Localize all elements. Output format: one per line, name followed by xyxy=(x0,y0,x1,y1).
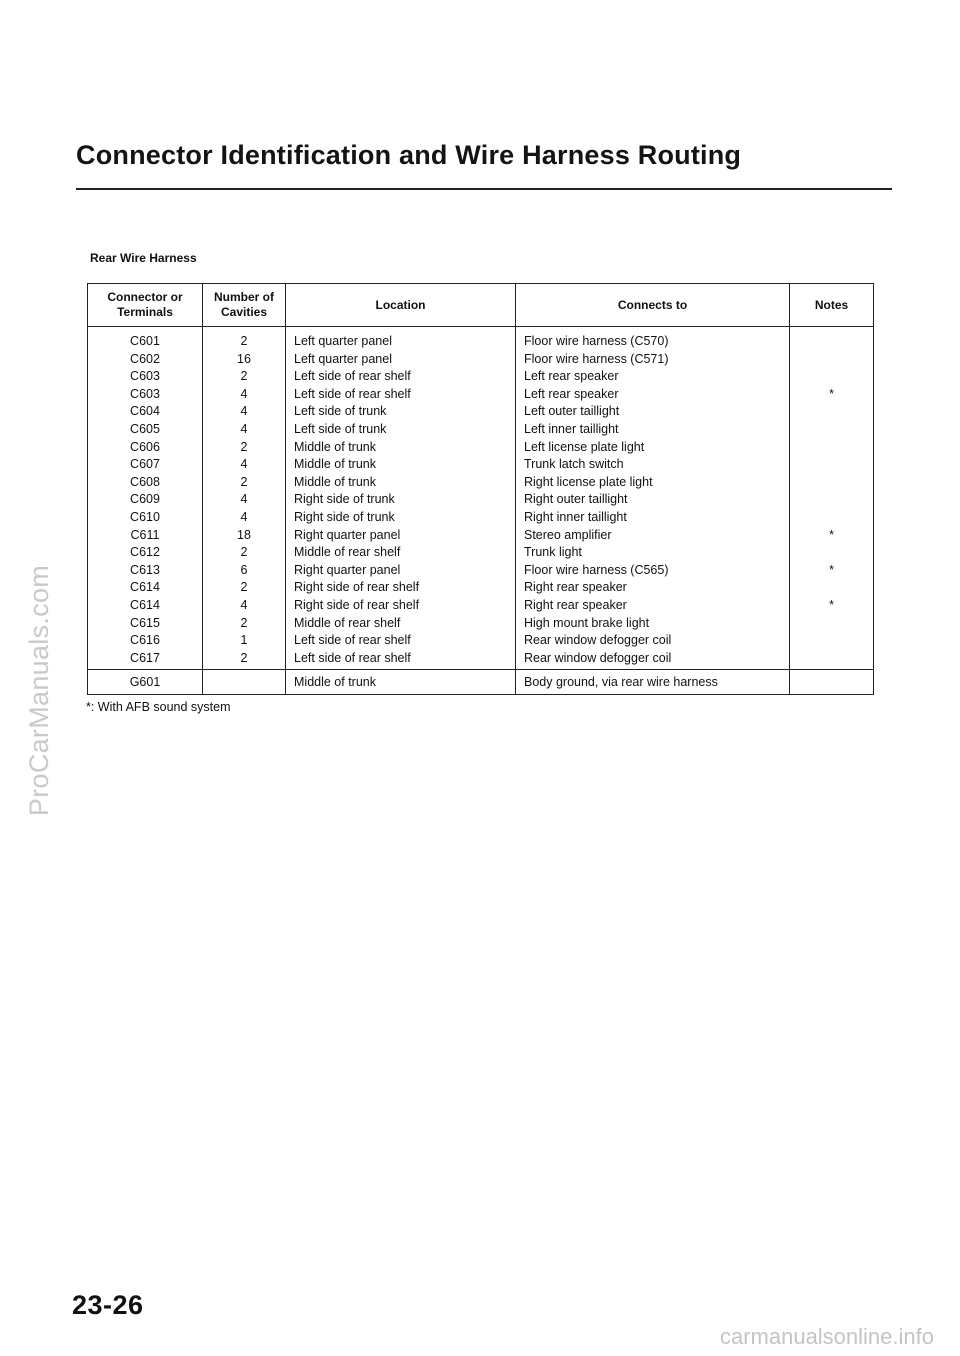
notes-cell xyxy=(798,421,865,439)
connector-cell: C613 xyxy=(130,562,160,577)
cavities-cell: 4 xyxy=(240,492,248,507)
connector-column xyxy=(88,327,203,670)
connector-cell: C605 xyxy=(130,421,160,436)
header-notes: Notes xyxy=(790,284,874,327)
connector-cell: C611 xyxy=(130,527,160,542)
location-cell: Middle of trunk xyxy=(294,439,376,454)
location-cell: Left quarter panel xyxy=(294,351,392,366)
location-cell: Left side of trunk xyxy=(294,404,387,419)
location-cell: Right side of rear shelf xyxy=(294,597,420,612)
cavities-cell: 2 xyxy=(240,545,248,560)
connector-cell: C608 xyxy=(130,474,160,489)
notes-cell xyxy=(798,456,865,474)
cavities-cell: 2 xyxy=(240,615,248,630)
ground-cavities xyxy=(203,670,286,695)
connector-cell: C614 xyxy=(130,580,160,595)
table-body xyxy=(88,327,874,670)
section-title: Rear Wire Harness xyxy=(90,251,197,265)
connects-to-cell: Floor wire harness (C565) xyxy=(524,562,669,577)
page-title: Connector Identification and Wire Harness Routing xyxy=(76,140,742,170)
connector-cell: C612 xyxy=(130,545,160,560)
notes-cell xyxy=(798,579,865,597)
ground-notes xyxy=(790,670,874,695)
location-cell: Middle of rear shelf xyxy=(294,615,401,630)
connects-to-cell: Floor wire harness (C571) xyxy=(524,351,669,366)
connector-cell: C601 xyxy=(130,334,160,348)
connector-table xyxy=(87,283,874,695)
connects-to-cell: Right rear speaker xyxy=(524,597,627,612)
ground-row xyxy=(88,670,874,695)
connects-to-cell: Trunk latch switch xyxy=(524,457,624,472)
cavities-cell: 4 xyxy=(240,457,248,472)
connects-to-cell: Left outer taillight xyxy=(524,404,620,419)
cavities-cell: 4 xyxy=(240,509,248,524)
connector-cell: C604 xyxy=(130,404,160,419)
location-cell: Middle of trunk xyxy=(294,457,376,472)
location-cell: Right side of trunk xyxy=(294,492,395,507)
connects-to-cell: Right rear speaker xyxy=(524,580,627,595)
location-cell: Right side of trunk xyxy=(294,509,395,524)
location-cell: Left side of rear shelf xyxy=(294,369,411,384)
connects-to-cell: Left license plate light xyxy=(524,439,645,454)
notes-cell: * xyxy=(829,386,834,401)
location-cell: Right side of rear shelf xyxy=(294,580,420,595)
footnote: *: With AFB sound system xyxy=(86,700,231,714)
connects-to-cell: Left rear speaker xyxy=(524,369,619,384)
notes-cell xyxy=(798,544,865,562)
connector-cell: C615 xyxy=(130,615,160,630)
location-cell: Left quarter panel xyxy=(294,334,392,348)
connector-cell: C607 xyxy=(130,457,160,472)
location-cell: Middle of trunk xyxy=(294,474,376,489)
cavities-cell: 2 xyxy=(240,650,248,665)
cavities-cell: 2 xyxy=(240,439,248,454)
connects-to-cell: Left inner taillight xyxy=(524,421,619,436)
location-cell: Middle of rear shelf xyxy=(294,545,401,560)
notes-cell xyxy=(798,632,865,650)
connects-to-cell: Right outer taillight xyxy=(524,492,628,507)
cavities-column xyxy=(203,327,286,670)
header-cavities-text: Number of Cavities xyxy=(214,290,274,319)
cavities-cell: 2 xyxy=(240,580,248,595)
header-cavities xyxy=(203,284,286,327)
notes-cell: * xyxy=(829,597,834,612)
header-connects-to: Connects to xyxy=(516,284,790,327)
title-divider xyxy=(76,188,892,190)
connector-cell: C614 xyxy=(130,597,160,612)
connector-cell: C616 xyxy=(130,633,160,648)
location-cell: Right quarter panel xyxy=(294,527,401,542)
notes-cell xyxy=(798,403,865,421)
notes-cell: * xyxy=(829,527,834,542)
notes-cell xyxy=(798,368,865,386)
connects-to-column xyxy=(516,327,790,670)
cavities-cell: 4 xyxy=(240,404,248,419)
notes-cell: * xyxy=(829,562,834,577)
cavities-cell: 18 xyxy=(237,527,251,542)
notes-cell xyxy=(798,474,865,492)
connector-cell: C602 xyxy=(130,351,160,366)
header-connector xyxy=(88,284,203,327)
location-cell: Left side of rear shelf xyxy=(294,386,411,401)
connects-to-cell: Left rear speaker xyxy=(524,386,619,401)
cavities-cell: 2 xyxy=(240,334,248,348)
connector-cell: C603 xyxy=(130,369,160,384)
notes-column xyxy=(790,327,874,670)
cavities-cell: 4 xyxy=(240,597,248,612)
location-cell: Right quarter panel xyxy=(294,562,401,577)
table-row xyxy=(88,327,874,670)
cavities-cell: 6 xyxy=(240,562,248,577)
connects-to-cell: Trunk light xyxy=(524,545,582,560)
cavities-cell: 1 xyxy=(240,633,248,648)
location-cell: Left side of rear shelf xyxy=(294,633,411,648)
connects-to-cell: Stereo amplifier xyxy=(524,527,612,542)
notes-cell xyxy=(798,650,865,668)
connector-cell: C617 xyxy=(130,650,160,665)
notes-cell xyxy=(798,351,865,369)
ground-location: Middle of trunk xyxy=(286,670,516,695)
notes-cell xyxy=(798,439,865,457)
header-connector-text: Connector or Terminals xyxy=(107,290,183,319)
connects-to-cell: Right license plate light xyxy=(524,474,653,489)
cavities-cell: 2 xyxy=(240,474,248,489)
connector-cell: C606 xyxy=(130,439,160,454)
connector-cell: C603 xyxy=(130,386,160,401)
connector-cell: C609 xyxy=(130,492,160,507)
cavities-cell: 16 xyxy=(237,351,251,366)
site-watermark: carmanualsonline.info xyxy=(719,1324,934,1349)
header-location: Location xyxy=(286,284,516,327)
connects-to-cell: Floor wire harness (C570) xyxy=(524,334,669,348)
table-header-row xyxy=(88,284,874,327)
notes-cell xyxy=(798,509,865,527)
watermark-text: ProCarManuals.com xyxy=(24,564,55,816)
page-number: 23-26 xyxy=(72,1290,144,1320)
connector-cell: C610 xyxy=(130,509,160,524)
connects-to-cell: Right inner taillight xyxy=(524,509,627,524)
cavities-cell: 2 xyxy=(240,369,248,384)
ground-section xyxy=(88,670,874,695)
cavities-cell: 4 xyxy=(240,386,248,401)
location-cell: Left side of rear shelf xyxy=(294,650,411,665)
connects-to-cell: Rear window defogger coil xyxy=(524,650,672,665)
location-cell: Left side of trunk xyxy=(294,421,387,436)
notes-cell xyxy=(798,615,865,633)
connects-to-cell: High mount brake light xyxy=(524,615,650,630)
vertical-watermark xyxy=(20,560,60,820)
ground-connects-to: Body ground, via rear wire harness xyxy=(516,670,790,695)
cavities-cell: 4 xyxy=(240,421,248,436)
notes-cell xyxy=(798,333,865,351)
notes-cell xyxy=(798,491,865,509)
location-column xyxy=(286,327,516,670)
connects-to-cell: Rear window defogger coil xyxy=(524,633,672,648)
ground-connector: G601 xyxy=(88,670,203,695)
